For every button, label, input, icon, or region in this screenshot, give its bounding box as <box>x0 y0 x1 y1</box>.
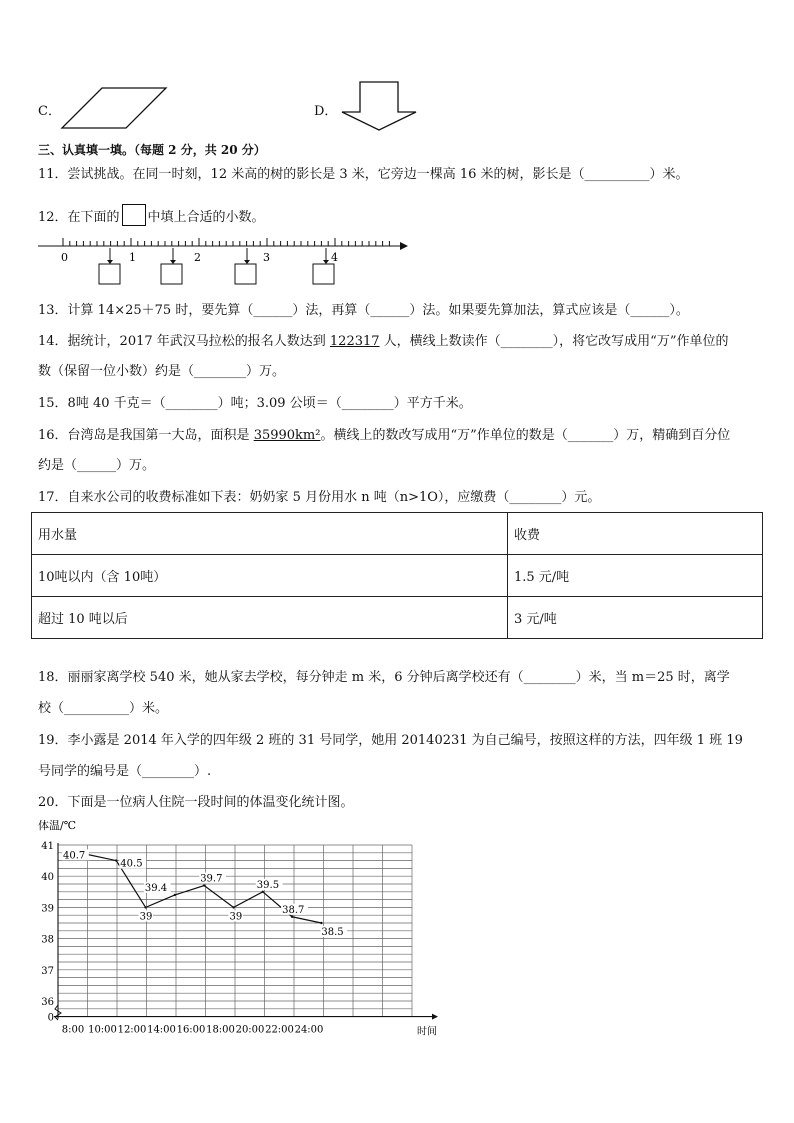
question-16-line1 <box>38 428 730 444</box>
question-16-post: 。横线上的数改写成用“万”作单位的数是（_______）万，精确到百分位 <box>320 428 731 443</box>
question-16-line2: 约是（______）万。 <box>38 458 156 473</box>
data-label: 39.4 <box>144 882 168 894</box>
data-label: 40.5 <box>120 858 143 870</box>
y-tick-label: 37 <box>41 965 54 977</box>
question-13: 13．计算 14×25＋75 时，要先算（______）法，再算（______）法。如果要先算加法，算式应该是（______）。 <box>38 303 689 318</box>
x-tick-label: 18:00 <box>206 1024 235 1036</box>
table-header-row <box>32 513 763 555</box>
question-12-pre: 12．在下面的 <box>38 210 120 225</box>
data-label: 38.7 <box>282 904 305 916</box>
numberline-label-1: 1 <box>129 251 136 264</box>
option-d-label: D． <box>314 104 338 119</box>
data-label: 39 <box>139 911 153 923</box>
data-point <box>291 916 293 918</box>
question-19-line2: 号同学的编号是（________）. <box>38 764 212 779</box>
data-point <box>144 906 146 908</box>
parallelogram-figure <box>60 86 170 130</box>
data-point <box>115 859 117 861</box>
x-axis-label: 时间 <box>417 1026 437 1038</box>
question-16-pre: 16．台湾岛是我国第一大岛，面积是 <box>38 428 254 443</box>
section-title: 三、认真填一填。（每题 2 分，共 20 分） <box>38 143 266 157</box>
option-c-label: C． <box>38 104 61 119</box>
question-14-line2: 数（保留一位小数）约是（________）万。 <box>38 364 286 379</box>
answer-box-3[interactable] <box>235 248 256 284</box>
data-label: 40.7 <box>63 850 86 862</box>
x-tick-label: 14:00 <box>147 1024 176 1036</box>
table-cell: 超过 10 吨以后 <box>32 597 508 639</box>
data-label: 39 <box>229 911 243 923</box>
question-12 <box>38 204 265 226</box>
data-point <box>203 884 205 886</box>
question-12-post: 中填上合适的小数。 <box>147 210 265 225</box>
underlined-number: 122317 <box>329 334 380 349</box>
question-20: 20．下面是一位病人住院一段时间的体温变化统计图。 <box>38 795 354 810</box>
question-15: 15．8吨 40 千克＝（________）吨；3.09 公顷＝（________）平方千米。 <box>38 396 472 411</box>
data-point <box>320 922 322 924</box>
underlined-area: 35990km² <box>253 428 321 443</box>
question-18-line2: 校（__________）米。 <box>38 701 169 716</box>
y-tick-label: 40 <box>41 872 54 884</box>
y-axis-label: 体温/℃ <box>38 819 77 832</box>
table-header-usage: 用水量 <box>32 513 508 555</box>
question-11: 11．尝试挑战。在同一时刻，12 米高的树的影长是 3 米，它旁边一棵高 16 米的树，影长是（__________）米。 <box>38 167 689 182</box>
x-tick-label: 12:00 <box>117 1024 147 1036</box>
x-tick-label: 24:00 <box>294 1024 324 1036</box>
data-point <box>174 894 176 896</box>
table-cell: 3 元/吨 <box>508 597 763 639</box>
data-label: 39.5 <box>256 879 280 891</box>
numberline-label-3: 3 <box>263 251 270 264</box>
number-line <box>36 236 408 292</box>
data-point <box>232 906 234 908</box>
answer-box-sample <box>122 204 146 226</box>
table-row <box>32 555 763 597</box>
y-tick-label: 39 <box>41 903 54 915</box>
x-tick-label: 16:00 <box>176 1024 206 1036</box>
water-fee-table <box>31 512 763 639</box>
y-tick-label: 41 <box>41 841 54 852</box>
question-14-pre: 14．据统计，2017 年武汉马拉松的报名人数达到 <box>38 334 330 349</box>
data-label: 38.5 <box>321 927 344 938</box>
temperature-chart <box>30 815 437 1038</box>
numberline-label-2: 2 <box>194 251 201 264</box>
numberline-label-4: 4 <box>331 251 338 264</box>
answer-box-1[interactable] <box>99 248 120 284</box>
x-tick-label: 22:00 <box>265 1024 294 1036</box>
x-tick-label: 20:00 <box>235 1024 265 1036</box>
question-19-line1: 19．李小露是 2014 年入学的四年级 2 班的 31 号同学，她用 20140231 为自己编号，按照这样的方法，四年级 1 班 19 <box>38 733 743 748</box>
question-17: 17．自来水公司的收费标准如下表：奶奶家 5 月份用水 n 吨（n>1O），应缴费（________）元。 <box>38 490 601 505</box>
table-header-fee: 收费 <box>508 513 763 555</box>
question-18-line1: 18．丽丽家离学校 540 米，她从家去学校，每分钟走 m 米，6 分钟后离学校还有（________）米，当 m＝25 时，离学 <box>38 670 730 685</box>
y-tick-label: 38 <box>41 934 54 946</box>
y-tick-label: 36 <box>41 997 54 1008</box>
question-14-post: 人，横线上数读作（________），将它改写成用“万”作单位的 <box>379 334 729 349</box>
x-tick-label: 10:00 <box>88 1024 117 1036</box>
question-14-line1 <box>38 334 728 350</box>
x-tick-label: 8:00 <box>61 1024 85 1036</box>
data-point <box>262 891 264 893</box>
table-row <box>32 597 763 639</box>
answer-box-2[interactable] <box>161 248 182 284</box>
x-axis-arrow <box>432 1014 438 1020</box>
data-label: 39.7 <box>200 873 223 885</box>
down-arrow-figure <box>340 80 420 132</box>
numberline-label-0: 0 <box>61 251 68 264</box>
table-cell: 1.5 元/吨 <box>508 555 763 597</box>
y-tick-label: 0 <box>47 1012 54 1024</box>
table-cell: 10吨以内（含 10吨） <box>32 555 508 597</box>
